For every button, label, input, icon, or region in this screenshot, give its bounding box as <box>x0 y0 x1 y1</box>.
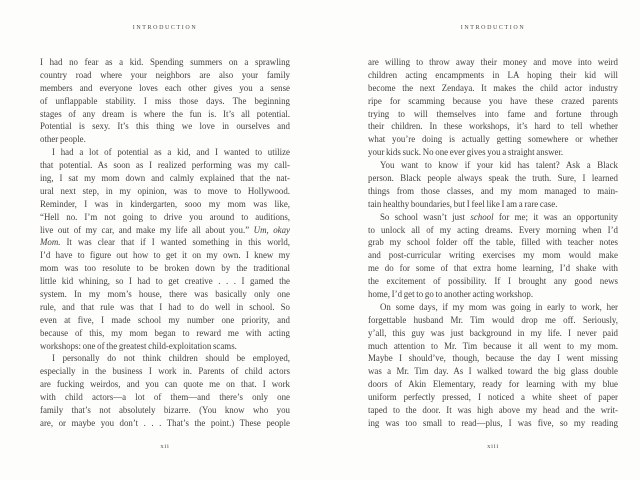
text-line <box>368 262 618 275</box>
text-segment: ripe for scamming because you have these crazed parents <box>368 95 618 106</box>
text-segment: ural next step, in my opinion, was to move to Hollywood. <box>40 185 290 196</box>
text-segment: I had a lot of potential as a kid, and I wanted to utilize <box>52 147 290 158</box>
text-segment: live out of my car, and make my life all about you.” <box>40 224 254 235</box>
text-line <box>40 404 290 417</box>
left-page-body <box>40 56 290 430</box>
text-line <box>368 275 618 288</box>
page-number: xii <box>160 443 170 450</box>
text-line <box>368 352 618 365</box>
text-segment: was a Mr. Tim day. As I walked toward the big glass double <box>368 366 618 377</box>
text-line <box>40 95 290 108</box>
text-segment: especially in the business I work in. Parents of child actors <box>40 366 290 377</box>
text-segment: ing, I sat my mom down and calmly explained that the nat- <box>40 173 290 184</box>
text-segment: members and everyone loves each other gives you a sense <box>40 82 290 93</box>
text-line <box>368 301 618 314</box>
text-segment: because of this, my mom began to reward me with acting <box>40 327 290 338</box>
text-segment: to unlock all of my acting dreams. Every morning when I’d <box>368 224 618 235</box>
text-line <box>368 224 618 237</box>
text-segment: I had no fear as a kid. Spending summers on a sprawling <box>40 57 290 67</box>
text-segment: little kid whining, so I had to get creative . . . I gamed the <box>40 276 290 287</box>
running-header: INTRODUCTION <box>132 25 198 31</box>
text-segment: for me; it was an opportunity <box>493 211 618 222</box>
text-segment: other people. <box>40 134 86 145</box>
text-segment: Reminder, I was in kindergarten, sooo my mom was like, <box>40 198 290 209</box>
text-line <box>368 82 618 95</box>
text-line <box>40 211 290 224</box>
text-line <box>368 159 618 172</box>
text-segment: much attention to Mr. Tim because it all went to my mom. <box>368 340 618 351</box>
text-segment: your kids suck. No one ever gives you a straight answer. <box>368 147 564 158</box>
italic-text-segment: school <box>470 211 494 222</box>
text-line <box>368 365 618 378</box>
text-line <box>368 172 618 185</box>
text-line <box>40 275 290 288</box>
text-segment: person. Black people always speak the truth. Sure, I learned <box>368 173 618 184</box>
text-segment: even at five, I made school my number one priority, and <box>40 314 290 325</box>
text-line <box>368 340 618 353</box>
text-segment: So school wasn’t just <box>380 211 471 222</box>
text-line <box>40 352 290 365</box>
text-line <box>368 198 618 211</box>
text-segment: “Hell no. I’m not going to drive you around to auditions, <box>40 211 290 222</box>
text-segment: ing was too small to read—plus, I was five, so my reading <box>368 417 618 428</box>
text-segment: are willing to throw away their money and move into weird <box>368 57 618 67</box>
text-line <box>368 327 618 340</box>
text-line <box>368 314 618 327</box>
text-line <box>368 417 618 430</box>
text-segment: with child actors—a lot of them—and there’s only one <box>40 392 290 403</box>
text-segment: home, I’d get to go to another acting workshop. <box>368 289 534 300</box>
text-segment: country road where your neighbors are also your family <box>40 69 290 80</box>
text-segment: doors of Akin Elementary, ready for learning with my blue <box>368 379 618 390</box>
text-segment: grab my school folder off the table, filled with teacher notes <box>368 237 618 248</box>
italic-text-segment: Um, okay <box>253 224 290 235</box>
text-segment: I’d have to figure out how to get it on my own. I knew my <box>40 250 290 261</box>
text-line <box>40 133 290 146</box>
text-segment: It was clear that if I wanted something in this world, <box>60 237 290 248</box>
text-segment: On some days, if my mom was going in early to work, her <box>380 301 618 312</box>
text-line <box>368 146 618 159</box>
text-line <box>368 120 618 133</box>
text-segment: stages of any dream is where the fun is. It’s all potential. <box>40 108 290 119</box>
text-line <box>40 69 290 82</box>
text-segment: workshops: one of the greatest child-exploitation scams. <box>40 340 237 351</box>
text-line <box>40 198 290 211</box>
text-line <box>40 365 290 378</box>
text-segment: mom was too resolute to be broken down by the traditional <box>40 263 290 274</box>
text-line <box>368 185 618 198</box>
text-segment: trying to will themselves into fame and fortune through <box>368 108 618 119</box>
text-line <box>40 249 290 262</box>
text-segment: forgettable husband Mr. Tim would drop me off. Seriously, <box>368 314 618 325</box>
page-number: xiii <box>487 443 499 450</box>
text-segment: rule, and that rule was that I had to do well in school. So <box>40 301 290 312</box>
text-line <box>40 417 290 430</box>
text-line <box>368 288 618 301</box>
text-segment: become the next Zendaya. It makes the child actor industry <box>368 82 618 93</box>
text-segment: family that’s not absolutely bizarre. (You know who you <box>40 405 290 416</box>
text-segment: me do for some of that extra home learning, I’d shake with <box>368 263 618 274</box>
text-segment: system. In my mom’s house, there was basically only one <box>40 289 290 300</box>
text-line <box>40 327 290 340</box>
right-page-body <box>368 56 618 430</box>
text-line <box>368 236 618 249</box>
text-line <box>368 69 618 82</box>
italic-text-segment: Mom. <box>40 237 61 248</box>
text-line <box>40 224 290 237</box>
text-segment: Maybe I should’ve, though, because the day I went missing <box>368 353 618 364</box>
text-segment: You want to know if your kid has talent? Ask a Black <box>380 160 618 171</box>
text-line <box>40 56 290 69</box>
text-line <box>368 108 618 121</box>
text-segment: of unflappable stability. I miss those days. The beginning <box>40 95 290 106</box>
text-line <box>368 133 618 146</box>
text-line <box>40 288 290 301</box>
text-line <box>40 236 290 249</box>
text-segment: y’all, this guy was just background in my life. I never paid <box>368 327 618 338</box>
text-segment: uniform perfectly pressed, I noticed a white sheet of paper <box>368 392 618 403</box>
running-header: INTRODUCTION <box>460 25 526 31</box>
text-segment: their children. In these workshops, it’s hard to tell whether <box>368 121 618 132</box>
text-line <box>40 185 290 198</box>
text-line <box>40 159 290 172</box>
text-line <box>40 340 290 353</box>
text-segment: the excitement of possibility. If I brought any good news <box>368 276 618 287</box>
text-line <box>40 108 290 121</box>
text-line <box>368 211 618 224</box>
text-line <box>368 95 618 108</box>
text-line <box>368 56 618 69</box>
text-line <box>368 378 618 391</box>
text-line <box>368 391 618 404</box>
text-line <box>40 146 290 159</box>
text-segment: children acting encampments in LA hoping their kid will <box>368 69 618 80</box>
text-segment: that potential. As soon as I realized performing was my call- <box>40 160 290 171</box>
text-line <box>368 249 618 262</box>
text-line <box>40 301 290 314</box>
text-line <box>40 120 290 133</box>
text-line <box>40 391 290 404</box>
text-line <box>40 262 290 275</box>
text-segment: tain healthy boundaries, but I feel like I am a rare case. <box>368 198 558 209</box>
right-page <box>368 0 618 480</box>
text-segment: are, or maybe you don’t . . . That’s the point.) These people <box>40 417 290 428</box>
text-line <box>40 172 290 185</box>
text-segment: what you’re doing is actually getting somewhere or whether <box>368 134 618 145</box>
text-segment: and post-curricular writing exercises my mom would make <box>368 250 618 261</box>
text-segment: Potential is sexy. It’s this thing we love in ourselves and <box>40 121 290 132</box>
left-page <box>40 0 290 480</box>
text-segment: taped to the door. It was high above my head and the writ- <box>368 405 618 416</box>
text-line <box>40 82 290 95</box>
text-line <box>368 404 618 417</box>
text-line <box>40 378 290 391</box>
text-line <box>40 314 290 327</box>
text-segment: I personally do not think children should be employed, <box>52 353 290 364</box>
text-segment: are fucking weirdos, and you can quote me on that. I work <box>40 379 290 390</box>
text-segment: things from those classes, and my mom managed to main- <box>368 185 618 196</box>
